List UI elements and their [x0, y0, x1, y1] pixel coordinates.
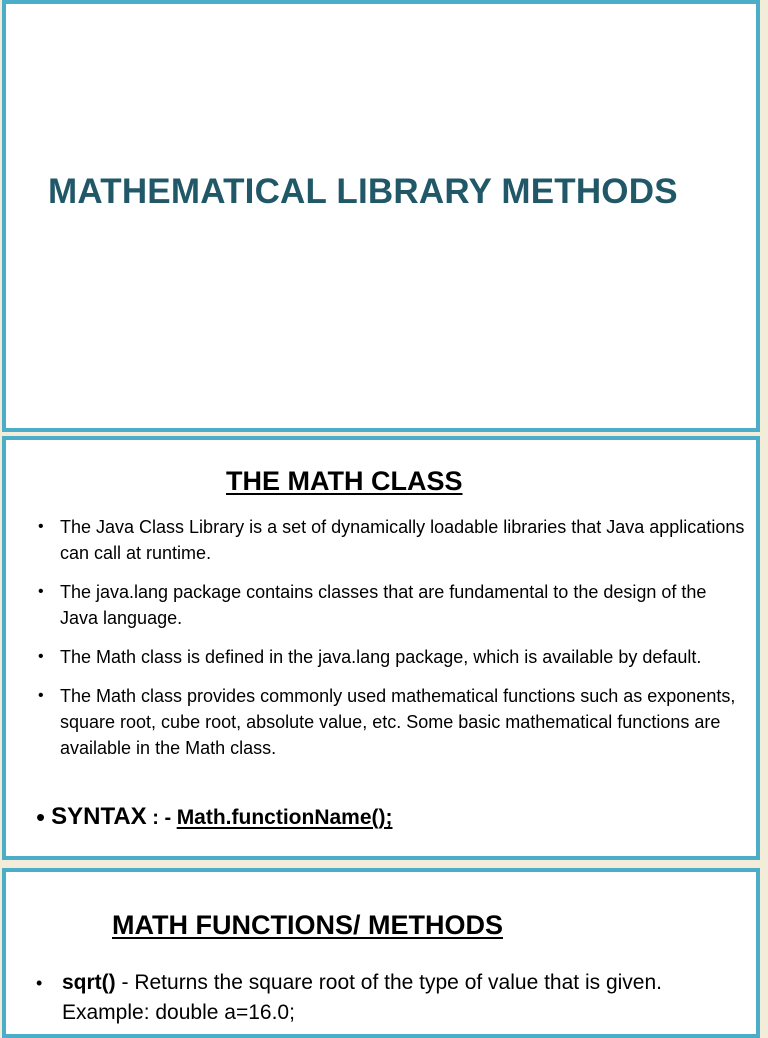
- slide-title: [2, 0, 760, 432]
- bullet-icon: •: [36, 973, 43, 993]
- function-name: sqrt(): [62, 971, 116, 994]
- bullet-icon: •: [38, 518, 44, 535]
- function-description: - Returns the square root of the type of value that is given. Example: double a=16.0;: [62, 971, 662, 1024]
- list-item: [38, 644, 746, 670]
- math-class-heading: THE MATH CLASS: [226, 466, 463, 496]
- syntax-line: [36, 802, 393, 833]
- bullet-icon: •: [36, 802, 46, 832]
- bullet-icon: •: [38, 648, 44, 665]
- math-functions-heading: MATH FUNCTIONS/ METHODS: [112, 910, 503, 940]
- math-class-bullet-list: [38, 514, 746, 774]
- slide-math-functions: [2, 868, 760, 1038]
- bullet-text: The Math class provides commonly used mathematical functions such as exponents, square root, cube root, absolute value, etc. Some basic mathematical functions are available in the Math class.: [60, 686, 736, 758]
- bullet-icon: •: [38, 687, 44, 704]
- bullet-text: The Java Class Library is a set of dynamically loadable libraries that Java applications can call at runtime.: [60, 517, 745, 563]
- bullet-text: The Math class is defined in the java.lang package, which is available by default.: [60, 647, 702, 667]
- list-item: [38, 683, 746, 761]
- syntax-separator: : -: [146, 807, 177, 829]
- syntax-code: Math.functionName();: [176, 806, 393, 829]
- bullet-icon: •: [38, 583, 44, 600]
- list-item: [38, 514, 746, 566]
- syntax-label: SYNTAX: [51, 803, 147, 830]
- slide-math-class: [2, 436, 760, 860]
- list-item: [36, 968, 742, 1028]
- list-item: [38, 579, 746, 631]
- bullet-text: The java.lang package contains classes that are fundamental to the design of the Java language.: [60, 582, 707, 628]
- slide-title-text: MATHEMATICAL LIBRARY METHODS: [48, 172, 678, 211]
